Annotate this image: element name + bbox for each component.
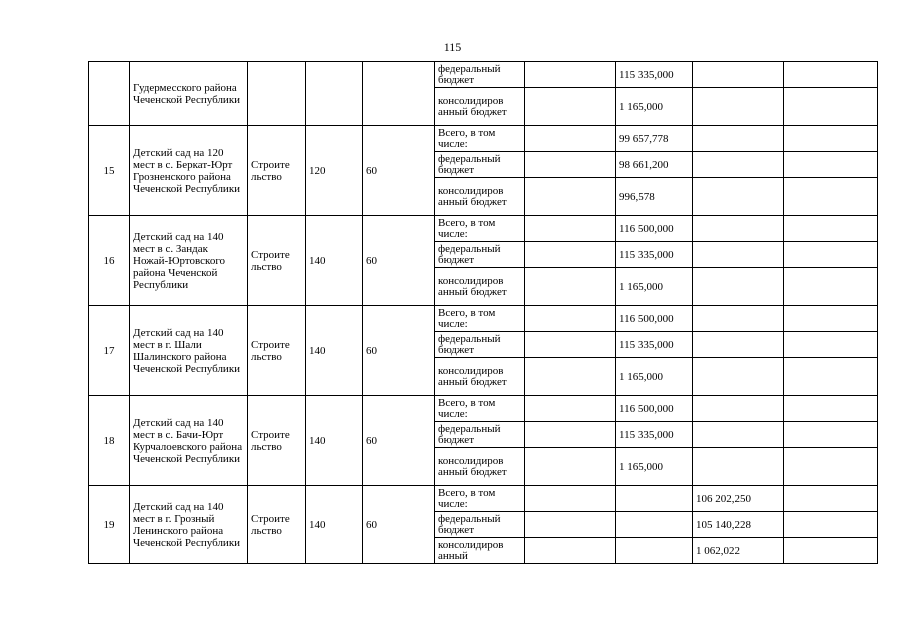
table-row — [89, 216, 878, 242]
empty-cell — [784, 242, 878, 268]
empty-cell — [784, 216, 878, 242]
funding-source: федеральный бюджет — [435, 332, 525, 358]
amount-b — [693, 448, 784, 486]
empty-cell — [525, 448, 616, 486]
amount-b — [693, 62, 784, 88]
budget-table — [88, 61, 878, 564]
empty-cell — [525, 486, 616, 512]
row-number: 18 — [89, 396, 130, 486]
funding-source: федеральный бюджет — [435, 242, 525, 268]
empty-cell — [525, 512, 616, 538]
amount-b — [693, 216, 784, 242]
empty-cell — [525, 62, 616, 88]
funding-source: федеральный бюджет — [435, 512, 525, 538]
value: 60 — [363, 306, 435, 396]
empty-cell — [525, 268, 616, 306]
amount-a: 1 165,000 — [616, 268, 693, 306]
amount-b — [693, 88, 784, 126]
amount-a: 996,578 — [616, 178, 693, 216]
amount-b — [693, 396, 784, 422]
amount-a: 115 335,000 — [616, 62, 693, 88]
table-row — [89, 306, 878, 332]
funding-source: Всего, в том числе: — [435, 396, 525, 422]
value: 60 — [363, 216, 435, 306]
object-name: Детский сад на 120 мест в с. Беркат-Юрт Грозненского района Чеченской Республики — [130, 126, 248, 216]
amount-b: 1 062,022 — [693, 538, 784, 564]
empty-cell — [784, 538, 878, 564]
empty-cell — [784, 512, 878, 538]
funding-source: Всего, в том числе: — [435, 216, 525, 242]
empty-cell — [525, 88, 616, 126]
table-row — [89, 126, 878, 152]
value — [363, 62, 435, 126]
object-name: Детский сад на 140 мест в с. Зандак Ножай-Юртовского района Чеченской Республики — [130, 216, 248, 306]
work-type: Строите льство — [248, 306, 306, 396]
amount-a — [616, 538, 693, 564]
work-type: Строите льство — [248, 396, 306, 486]
empty-cell — [784, 178, 878, 216]
empty-cell — [525, 178, 616, 216]
amount-a: 99 657,778 — [616, 126, 693, 152]
empty-cell — [525, 126, 616, 152]
value: 60 — [363, 396, 435, 486]
amount-a — [616, 512, 693, 538]
empty-cell — [525, 242, 616, 268]
funding-source: консолидиров анный — [435, 538, 525, 564]
empty-cell — [784, 486, 878, 512]
row-number: 16 — [89, 216, 130, 306]
value: 60 — [363, 126, 435, 216]
amount-b — [693, 152, 784, 178]
amount-a: 115 335,000 — [616, 242, 693, 268]
amount-a: 115 335,000 — [616, 422, 693, 448]
amount-a: 115 335,000 — [616, 332, 693, 358]
table-row — [89, 396, 878, 422]
empty-cell — [525, 306, 616, 332]
budget-table-body — [89, 62, 878, 564]
capacity: 140 — [306, 216, 363, 306]
amount-a: 116 500,000 — [616, 396, 693, 422]
row-number: 15 — [89, 126, 130, 216]
funding-source: федеральный бюджет — [435, 422, 525, 448]
empty-cell — [784, 126, 878, 152]
page-number: 115 — [443, 40, 462, 54]
empty-cell — [784, 332, 878, 358]
work-type: Строите льство — [248, 126, 306, 216]
amount-a: 1 165,000 — [616, 88, 693, 126]
capacity: 120 — [306, 126, 363, 216]
empty-cell — [784, 358, 878, 396]
amount-b — [693, 126, 784, 152]
object-name: Гудермесского района Чеченской Республики — [130, 62, 248, 126]
amount-b — [693, 268, 784, 306]
funding-source: Всего, в том числе: — [435, 306, 525, 332]
empty-cell — [525, 358, 616, 396]
amount-b: 106 202,250 — [693, 486, 784, 512]
funding-source: Всего, в том числе: — [435, 126, 525, 152]
empty-cell — [784, 306, 878, 332]
funding-source: Всего, в том числе: — [435, 486, 525, 512]
capacity — [306, 62, 363, 126]
capacity: 140 — [306, 486, 363, 564]
amount-b — [693, 242, 784, 268]
funding-source: консолидиров анный бюджет — [435, 358, 525, 396]
amount-b — [693, 332, 784, 358]
empty-cell — [525, 396, 616, 422]
empty-cell — [525, 332, 616, 358]
amount-b — [693, 178, 784, 216]
empty-cell — [525, 422, 616, 448]
amount-b — [693, 422, 784, 448]
capacity: 140 — [306, 306, 363, 396]
work-type — [248, 62, 306, 126]
row-number: 17 — [89, 306, 130, 396]
value: 60 — [363, 486, 435, 564]
funding-source: федеральный бюджет — [435, 62, 525, 88]
amount-b — [693, 306, 784, 332]
object-name: Детский сад на 140 мест в с. Бачи-Юрт Курчалоевского района Чеченской Республики — [130, 396, 248, 486]
amount-b — [693, 358, 784, 396]
amount-a: 1 165,000 — [616, 448, 693, 486]
empty-cell — [784, 396, 878, 422]
amount-a: 116 500,000 — [616, 216, 693, 242]
empty-cell — [525, 152, 616, 178]
amount-a: 1 165,000 — [616, 358, 693, 396]
empty-cell — [784, 422, 878, 448]
empty-cell — [525, 216, 616, 242]
table-row — [89, 62, 878, 88]
capacity: 140 — [306, 396, 363, 486]
funding-source: консолидиров анный бюджет — [435, 448, 525, 486]
empty-cell — [525, 538, 616, 564]
empty-cell — [784, 62, 878, 88]
amount-b: 105 140,228 — [693, 512, 784, 538]
funding-source: консолидиров анный бюджет — [435, 178, 525, 216]
work-type: Строите льство — [248, 486, 306, 564]
amount-a — [616, 486, 693, 512]
empty-cell — [784, 268, 878, 306]
empty-cell — [784, 152, 878, 178]
object-name: Детский сад на 140 мест в г. Шали Шалинского района Чеченской Республики — [130, 306, 248, 396]
row-number: 19 — [89, 486, 130, 564]
table-row — [89, 486, 878, 512]
amount-a: 116 500,000 — [616, 306, 693, 332]
funding-source: федеральный бюджет — [435, 152, 525, 178]
empty-cell — [784, 448, 878, 486]
work-type: Строите льство — [248, 216, 306, 306]
funding-source: консолидиров анный бюджет — [435, 268, 525, 306]
amount-a: 98 661,200 — [616, 152, 693, 178]
object-name: Детский сад на 140 мест в г. Грозный Ленинского района Чеченской Республики — [130, 486, 248, 564]
funding-source: консолидиров анный бюджет — [435, 88, 525, 126]
row-number — [89, 62, 130, 126]
empty-cell — [784, 88, 878, 126]
